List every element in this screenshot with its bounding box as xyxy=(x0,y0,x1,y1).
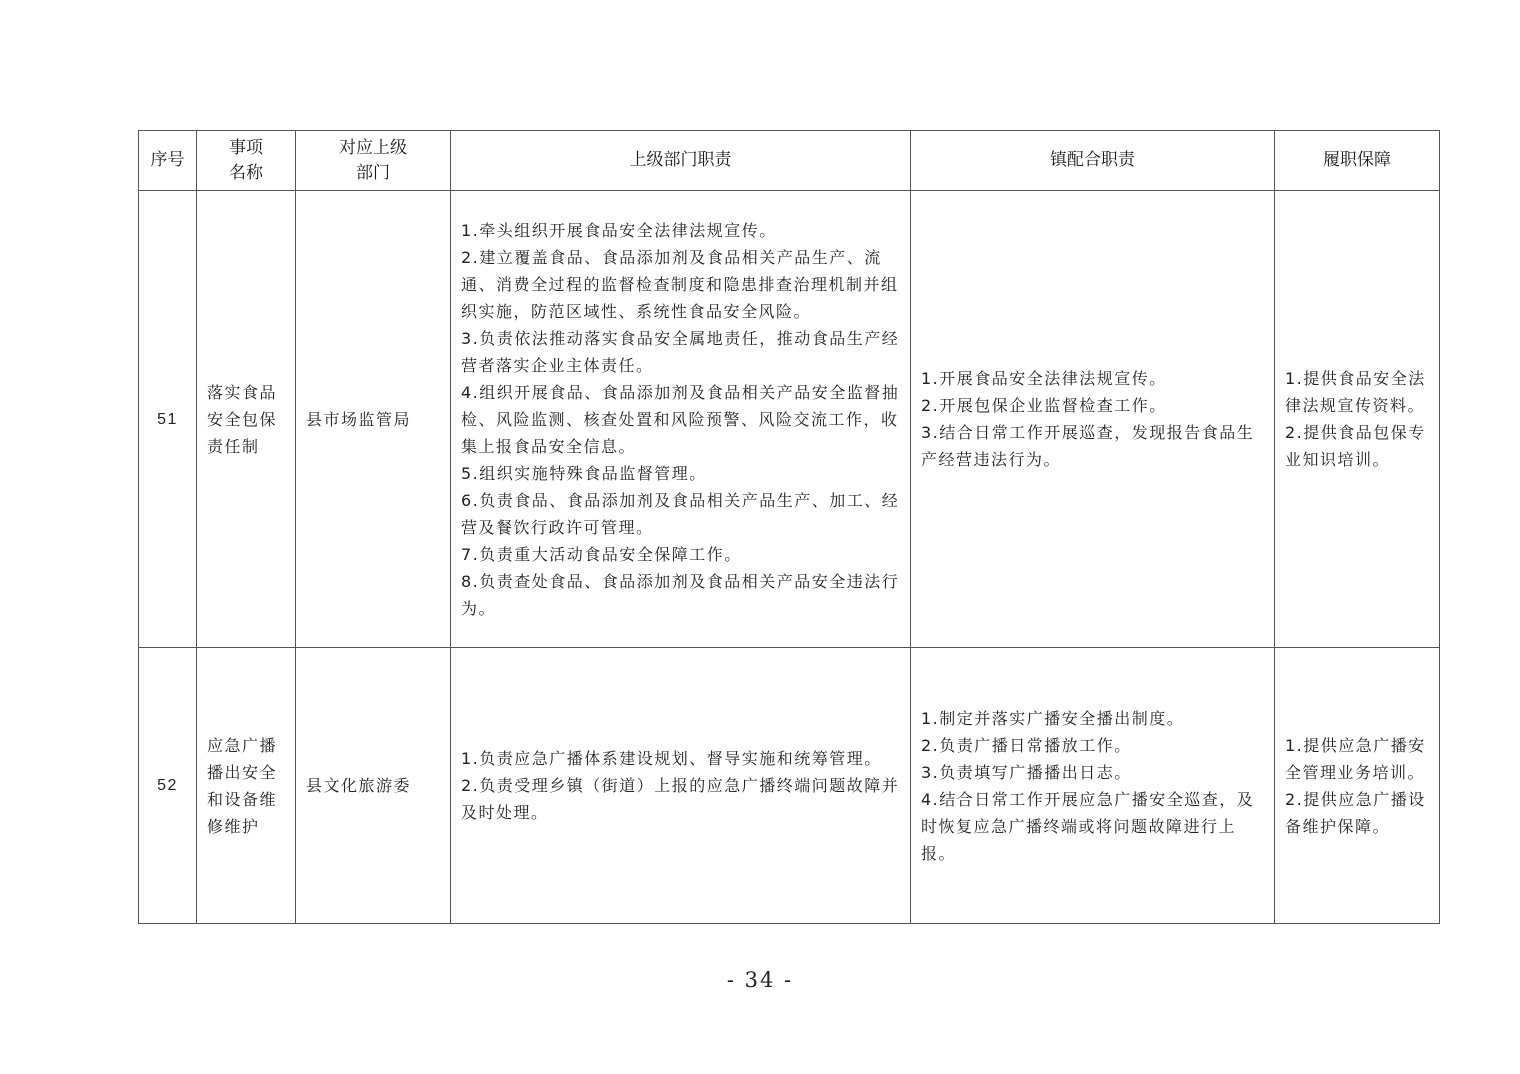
row-town-duty xyxy=(911,191,1275,648)
item-name-line: 落实食品 xyxy=(207,382,278,402)
header-town-duty: 镇配合职责 xyxy=(911,131,1275,191)
header-item-name-line: 名称 xyxy=(229,162,263,183)
duty-item: 5.组织实施特殊食品监督管理。 xyxy=(461,463,707,483)
duty-item: 8.负责查处食品、食品添加剂及食品相关产品安全违法行为。 xyxy=(461,571,900,618)
duty-item: 2.建立覆盖食品、食品添加剂及食品相关产品生产、流通、消费全过程的监督检查制度和隐患排查治理机制并组织实施，防范区域性、系统性食品安全风险。 xyxy=(461,247,899,321)
guarantee-item: 2.提供食品包保专业知识培训。 xyxy=(1285,423,1426,469)
duty-item: 2.负责受理乡镇（街道）上报的应急广播终端问题故障并及时处理。 xyxy=(461,776,900,822)
guarantee-item: 2.提供应急广播设备维护保障。 xyxy=(1285,789,1426,836)
table-header-row xyxy=(139,131,1440,191)
row-guarantee xyxy=(1275,191,1440,648)
row-upper-duty xyxy=(451,191,911,648)
duty-item: 3.负责依法推动落实食品安全属地责任，推动食品生产经营者落实企业主体责任。 xyxy=(461,328,900,375)
duty-item: 7.负责重大活动食品安全保障工作。 xyxy=(461,544,742,564)
duty-item: 1.制定并落实广播安全播出制度。 xyxy=(921,708,1185,728)
row-dept: 县市场监管局 xyxy=(296,191,451,648)
duty-item: 2.负责广播日常播放工作。 xyxy=(921,735,1132,755)
header-dept-line: 对应上级 xyxy=(339,137,407,158)
guarantee-item: 1.提供应急广播安全管理业务培训。 xyxy=(1285,735,1426,782)
row-seq: 51 xyxy=(139,191,197,648)
row-item-name xyxy=(197,191,296,648)
table-row xyxy=(139,191,1440,648)
duty-item: 6.负责食品、食品添加剂及食品相关产品生产、加工、经营及餐饮行政许可管理。 xyxy=(461,490,900,537)
row-dept: 县文化旅游委 xyxy=(296,648,451,924)
item-name-line: 播出安全 xyxy=(207,762,278,782)
header-dept xyxy=(296,131,451,191)
duty-item: 2.开展包保企业监督检查工作。 xyxy=(921,396,1167,415)
header-seq: 序号 xyxy=(139,131,197,191)
duty-item: 4.组织开展食品、食品添加剂及食品相关产品安全监督抽检、风险监测、核查处置和风险预警、风险交流工作，收集上报食品安全信息。 xyxy=(461,382,900,456)
header-dept-line: 部门 xyxy=(356,162,390,183)
item-name-line: 修维护 xyxy=(207,816,260,836)
duty-item: 1.牵头组织开展食品安全法律法规宣传。 xyxy=(461,220,777,240)
item-name-line: 和设备维 xyxy=(207,789,278,809)
item-name-line: 应急广播 xyxy=(207,735,278,755)
row-town-duty xyxy=(911,648,1275,924)
item-name-line: 安全包保 xyxy=(207,409,278,429)
table-row xyxy=(139,648,1440,924)
header-item-name xyxy=(197,131,296,191)
duty-item: 3.结合日常工作开展巡查，发现报告食品生产经营违法行为。 xyxy=(921,423,1255,469)
item-name-line: 责任制 xyxy=(207,436,260,456)
row-guarantee xyxy=(1275,648,1440,924)
row-seq: 52 xyxy=(139,648,197,924)
duty-item: 1.负责应急广播体系建设规划、督导实施和统筹管理。 xyxy=(461,749,882,768)
header-item-name-line: 事项 xyxy=(229,137,263,158)
responsibility-table xyxy=(138,130,1440,924)
page-number: - 34 - xyxy=(726,968,794,992)
row-item-name xyxy=(197,648,296,924)
row-upper-duty xyxy=(451,648,911,924)
guarantee-item: 1.提供食品安全法律法规宣传资料。 xyxy=(1285,369,1426,415)
duty-item: 3.负责填写广播播出日志。 xyxy=(921,762,1132,782)
header-upper-duty: 上级部门职责 xyxy=(451,131,911,191)
duty-item: 1.开展食品安全法律法规宣传。 xyxy=(921,369,1167,388)
duty-item: 4.结合日常工作开展应急广播安全巡查，及时恢复应急广播终端或将问题故障进行上报。 xyxy=(921,789,1255,863)
header-guarantee: 履职保障 xyxy=(1275,131,1440,191)
